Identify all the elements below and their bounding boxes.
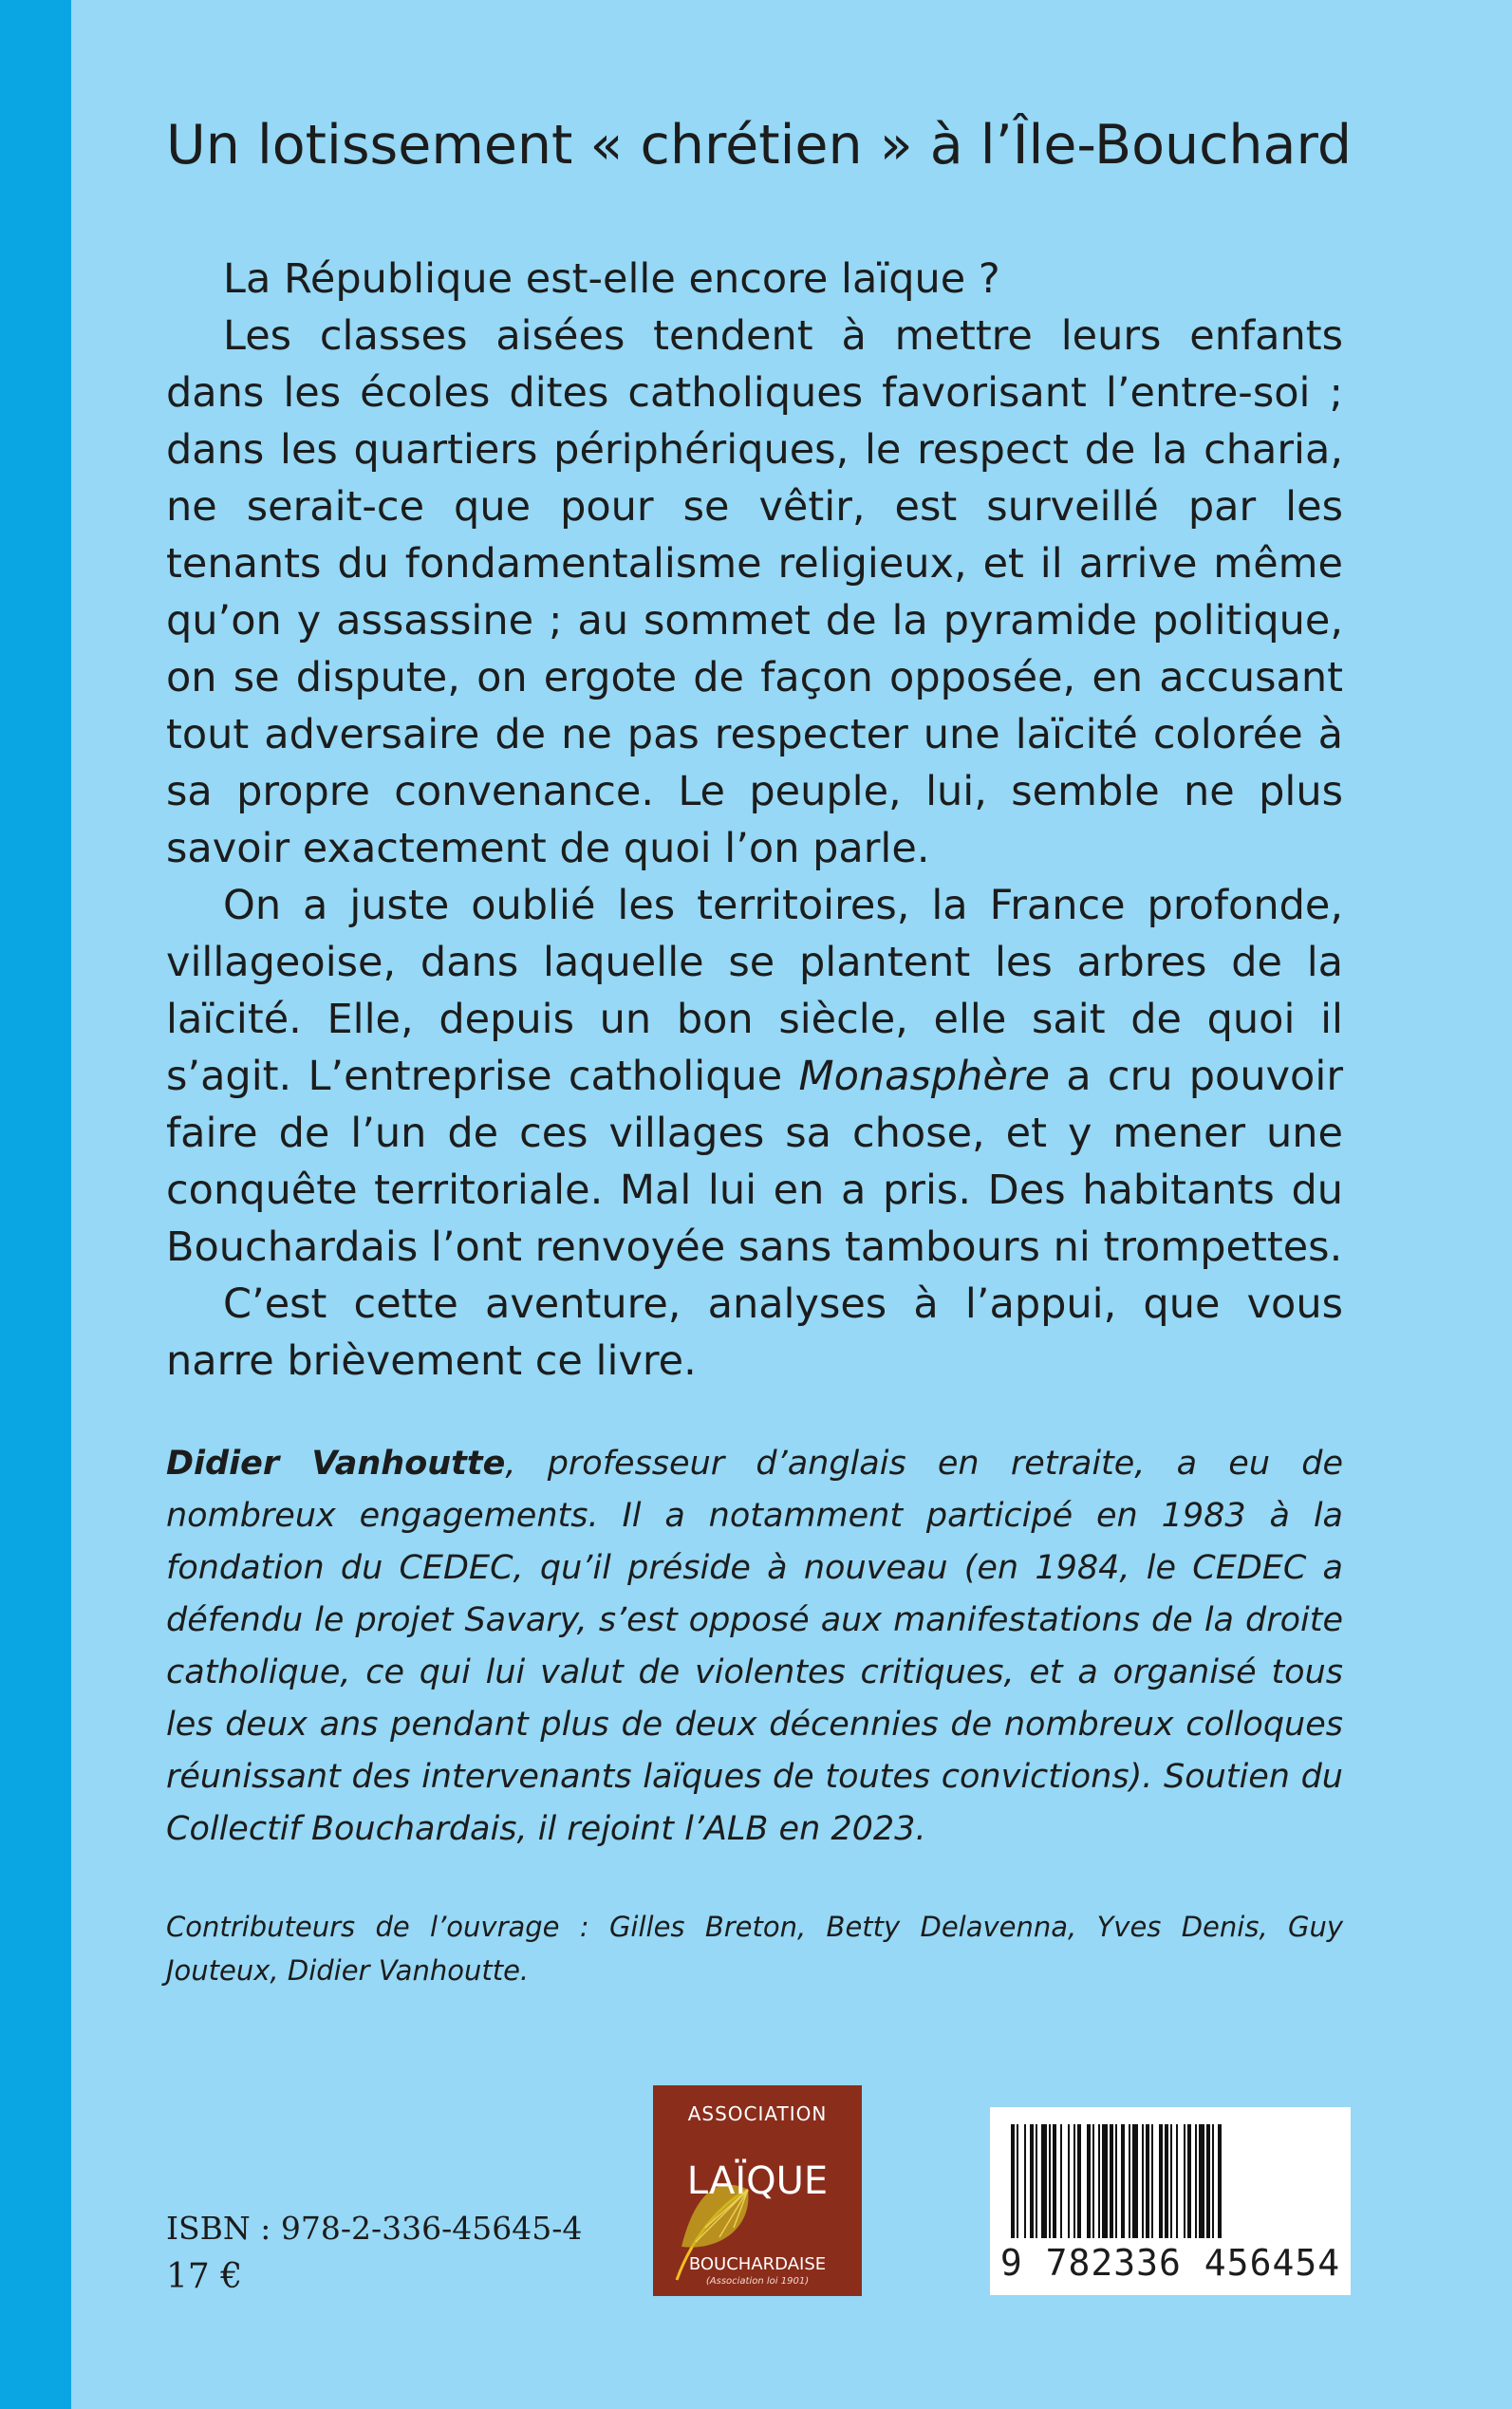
barcode-bar	[1159, 2124, 1163, 2238]
blurb-paragraph-3	[166, 877, 1343, 1276]
author-bio-text: , professeur d’anglais en retraite, a eu de nombreux engagements. Il a notamment participé en 1983 à la fondation du CEDEC, qu’il préside à nouveau (en 1984, le CEDEC a défendu le projet Savary, s’est opposé aux manifestations de la droite catholique, ce qui lui valut de violentes critiques, et a organisé tous les deux ans pendant plus de deux décennies de nombreux colloques réunissant des intervenants laïques de toutes convictions). Soutien du Collectif Bouchardais, il rejoint l’ALB en 2023.	[166, 1445, 1343, 1848]
author-name: Didier Vanhoutte	[166, 1445, 506, 1483]
barcode-digits: 9 782336 456454	[999, 2242, 1341, 2284]
company-name: Monasphère	[798, 1053, 1051, 1100]
barcode-bar	[1049, 2124, 1051, 2238]
barcode-bar	[1212, 2124, 1214, 2238]
barcode-bar	[1110, 2124, 1113, 2238]
contributors: Contributeurs de l’ouvrage : Gilles Breton, Betty Delavenna, Yves Denis, Guy Jouteux, Didier Vanhoutte.	[166, 1911, 1343, 1987]
barcode-bar	[1041, 2124, 1047, 2238]
barcode-bar	[1121, 2124, 1125, 2238]
barcode-bar	[1142, 2124, 1144, 2238]
barcode-bar	[1092, 2124, 1094, 2238]
logo-line-2: LAÏQUE	[686, 2159, 829, 2203]
barcode-bar	[1017, 2124, 1018, 2238]
barcode-bar	[1030, 2124, 1034, 2238]
barcode-bar	[1011, 2124, 1015, 2238]
isbn-barcode	[990, 2107, 1351, 2295]
barcode-bar	[1024, 2124, 1026, 2238]
barcode-bar	[1165, 2124, 1168, 2238]
book-title: Un lotissement « chrétien » à l’Île-Bouchard	[166, 114, 1353, 177]
blurb-paragraph-1: La République est-elle encore laïque ?	[223, 255, 1000, 303]
isbn: ISBN : 978-2-336-45645-4	[166, 2210, 583, 2247]
barcode-bar	[1146, 2124, 1149, 2238]
barcode-bar	[1218, 2124, 1222, 2238]
barcode-bar	[1132, 2124, 1138, 2238]
author-bio	[166, 1438, 1343, 1856]
blurb-paragraph-4: C’est cette aventure, analyses à l’appui, que vous narre brièvement ce livre.	[166, 1280, 1343, 1385]
logo-line-4: (Association loi 1901)	[705, 2276, 810, 2287]
barcode-bar	[1199, 2124, 1204, 2238]
barcode-bar	[1170, 2124, 1172, 2238]
barcode-bar	[1187, 2124, 1191, 2238]
blurb	[166, 251, 1343, 1390]
barcode-bar	[1036, 2124, 1037, 2238]
logo-line-1: ASSOCIATION	[687, 2102, 828, 2125]
barcode-bar	[1053, 2124, 1056, 2238]
price: 17 €	[166, 2257, 243, 2296]
barcode-bar	[1115, 2124, 1117, 2238]
barcode-bar	[1176, 2124, 1178, 2238]
barcode-bar	[1184, 2124, 1185, 2238]
barcode-bar	[1102, 2124, 1108, 2238]
logo-line-3: BOUCHARDAISE	[688, 2254, 827, 2274]
blurb-p3-start: On a juste oublié les territoires, la France profonde, villageoise, dans laquelle se plantent les arbres de la laïcité. Elle, depuis un bon siècle, elle sait de quoi il s’agit. L’entreprise catholique	[166, 882, 1343, 1100]
barcode-bar	[1195, 2124, 1197, 2238]
barcode-bar	[1068, 2124, 1070, 2238]
barcode-bar	[1077, 2124, 1081, 2238]
side-color-bar	[0, 0, 71, 2409]
barcode-bar	[1206, 2124, 1210, 2238]
blurb-paragraph-2: Les classes aisées tendent à mettre leurs enfants dans les écoles dites catholiques favorisant l’entre-soi ; dans les quartiers périphériques, le respect de la charia, ne serait-ce que pour se vêtir, est surveillé par les tenants du fondamentalisme religieux, et il arrive même qu’on y assassine ; au sommet de la pyramide politique, on se dispute, on ergote de façon opposée, en accusant tout adversaire de ne pas respecter une laïcité colorée à sa propre convenance. Le peuple, lui, semble ne plus savoir exactement de quoi l’on parle.	[166, 312, 1343, 872]
publisher-logo	[653, 2085, 862, 2296]
barcode-bar	[1098, 2124, 1100, 2238]
barcode-bar	[1151, 2124, 1153, 2238]
barcode-bar	[1087, 2124, 1091, 2238]
blurb-p3-end: a cru pouvoir faire de l’un de ces villages sa chose, et y mener une conquête territoriale. Mal lui en a pris. Des habitants du Bouchardais l’ont renvoyée sans tambours ni trompettes.	[166, 1053, 1343, 1271]
barcode-bar	[1073, 2124, 1075, 2238]
barcode-bars	[990, 2107, 1351, 2250]
barcode-bar	[1129, 2124, 1130, 2238]
barcode-bar	[1060, 2124, 1062, 2238]
